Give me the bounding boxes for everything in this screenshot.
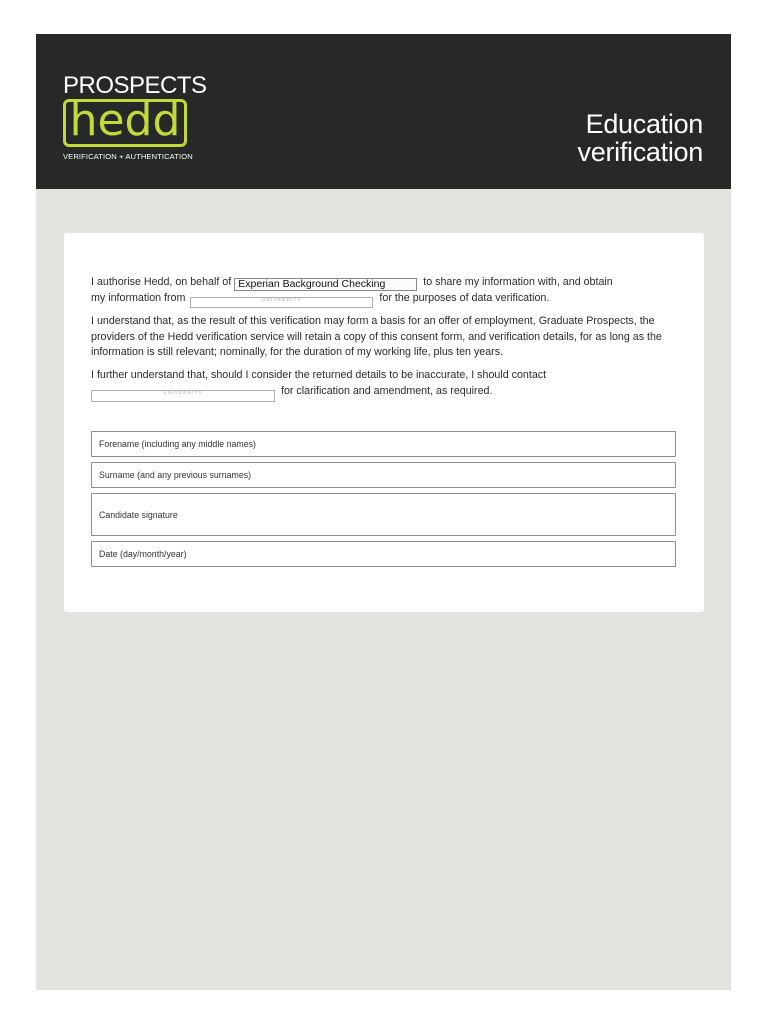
date-label: Date (day/month/year) (99, 549, 187, 559)
university-field-1[interactable] (190, 297, 373, 308)
company-field[interactable]: Experian Background Checking (234, 278, 417, 291)
logo-hedd-frame (63, 95, 187, 147)
consent-paragraph-1 (91, 275, 681, 308)
consent-p1-c: my information from (91, 292, 186, 304)
page-title-line1: Education (585, 109, 703, 139)
logo-tagline: VERIFICATION + AUTHENTICATION (63, 152, 193, 161)
surname-field[interactable] (91, 462, 676, 488)
forename-field[interactable] (91, 431, 676, 457)
consent-paragraph-3 (91, 368, 681, 402)
consent-paragraph-2: I understand that, as the result of this verification may form a basis for an offer of employment, Graduate Prospects, the providers of the Hedd verification service will retain a copy of this consent form, and verification details, for as long as the information is still relevant; nominally, for the duration of my working life, plus ten years. (91, 315, 662, 359)
signature-label: Candidate signature (99, 509, 178, 520)
header-banner (36, 34, 731, 189)
logo-product: hedd (69, 95, 181, 146)
consent-card (64, 233, 704, 612)
surname-label: Surname (and any previous surnames) (99, 470, 252, 480)
document-page (36, 34, 731, 990)
page-title (578, 110, 703, 166)
prospects-hedd-logo (63, 72, 207, 161)
university-field-2[interactable] (91, 390, 275, 402)
consent-p3-b: for clarification and amendment, as required. (280, 384, 493, 397)
logo-brand: PROSPECTS (63, 72, 207, 99)
date-field[interactable] (91, 541, 676, 567)
university-placeholder-2: UNIVERSITY (163, 389, 203, 395)
university-placeholder-1: UNIVERSITY (262, 297, 302, 302)
consent-p1-d: for the purposes of data verification. (379, 292, 550, 304)
consent-p1-a: I authorise Hedd, on behalf of (91, 276, 232, 288)
consent-p3-a: I further understand that, should I consider the returned details to be inaccurate, I should contact (91, 369, 547, 381)
forename-label: Forename (including any middle names) (99, 439, 256, 449)
page-title-line2: verification (577, 137, 703, 167)
signature-field[interactable] (91, 493, 676, 536)
consent-p1-b: to share my information with, and obtain (423, 276, 613, 288)
